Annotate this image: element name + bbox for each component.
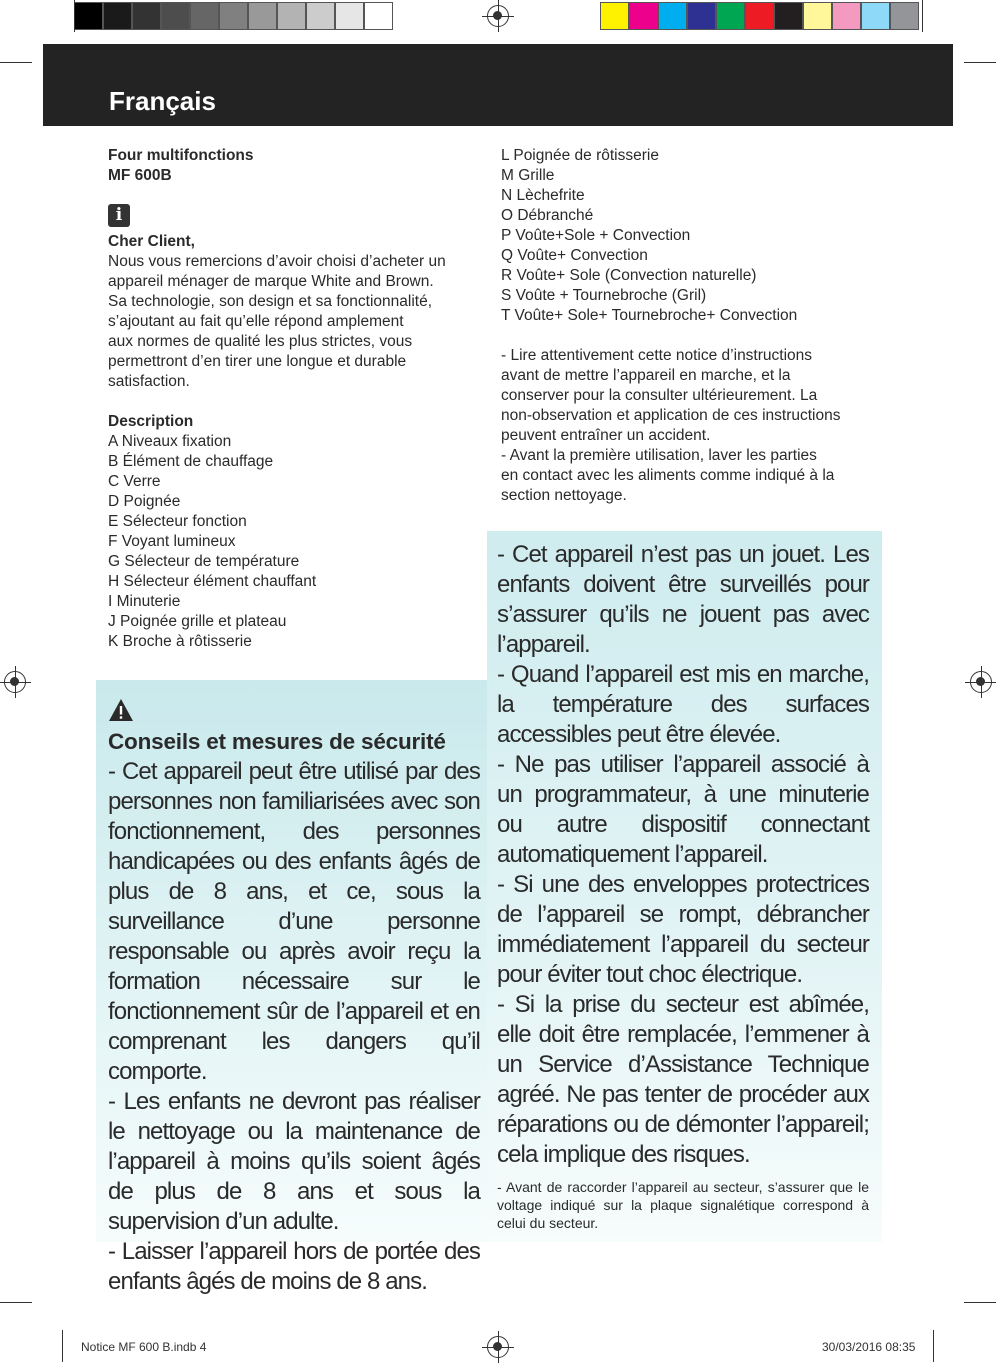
list-item: H Sélecteur élément chauffant [108,573,317,590]
crop-mark [933,1330,934,1362]
intro-line: s’ajoutant au fait qu’elle répond amplement [108,313,404,330]
safety-paragraph: - Les enfants ne devront pas réaliser le nettoyage ou la maintenance de l’appareil à moins qu’ils soient âgés de plus de 8 ans et sous la supervision d’un adulte. [108,1088,480,1235]
crop-mark [74,0,75,32]
list-item: A Niveaux fixation [108,433,232,450]
language-title: Français [109,86,216,116]
crop-mark [964,62,996,63]
description-list-continued [501,146,797,326]
notes-block [501,346,876,506]
list-item: D Poignée [108,493,181,510]
warning-icon [108,698,134,722]
product-block [108,146,254,186]
list-item: N Lèchefrite [501,187,585,204]
list-item: F Voyant lumineux [108,533,236,550]
safety-paragraph: - Cet appareil n’est pas un jouet. Les enfants doivent être surveillés pour s’assurer qu’ils ne jouent pas avec l’appareil. [497,541,869,658]
gray-color-bar [74,2,393,30]
swatch [658,2,687,30]
crop-mark [62,1330,63,1362]
safety-right-content [497,540,869,1232]
cmyk-color-bar [600,2,919,30]
swatch [629,2,658,30]
note-line: non-observation et application de ces instructions [501,407,841,424]
description-block [108,412,316,652]
list-item: R Voûte+ Sole (Convection naturelle) [501,267,757,284]
intro-line: satisfaction. [108,373,190,390]
voltage-note: - Avant de raccorder l’appareil au secteur, s’assurer que le voltage indiqué sur la plaque signalétique correspond à celui du secteur. [497,1179,869,1231]
swatch [803,2,832,30]
intro-line: appareil ménager de marque White and Brown. [108,273,434,290]
intro-line: permettront d’en tirer une longue et durable [108,353,407,370]
list-item: S Voûte + Tournebroche (Gril) [501,287,707,304]
list-item: C Verre [108,473,161,490]
registration-mark-icon [487,1336,509,1358]
swatch [248,2,277,30]
list-item: B Élément de chauffage [108,453,274,470]
safety-paragraph: - Si une des enveloppes protectrices de l’appareil se rompt, débrancher immédiatement l’appareil du secteur pour éviter tout choc électrique. [497,871,869,988]
list-item: Q Voûte+ Convection [501,247,648,264]
product-model: MF 600B [108,167,172,184]
list-item: E Sélecteur fonction [108,513,247,530]
safety-paragraph: - Quand l’appareil est mis en marche, la température des surfaces accessibles peut être élevée. [497,661,869,748]
swatch [600,2,629,30]
swatch [103,2,132,30]
intro-line: Nous vous remercions d’avoir choisi d’acheter un [108,253,446,270]
note-line: conserver pour la consulter ultérieurement. La [501,387,818,404]
safety-title: Conseils et mesures de sécurité [108,729,446,754]
swatch [687,2,716,30]
footer-datetime: 30/03/2016 08:35 [822,1340,916,1354]
crop-mark [0,1302,32,1303]
swatch [219,2,248,30]
list-item: L Poignée de rôtisserie [501,147,659,164]
list-item: O Débranché [501,207,594,224]
list-item: J Poignée grille et plateau [108,613,287,630]
note-line: en contact avec les aliments comme indiqué à la [501,467,835,484]
swatch [190,2,219,30]
registration-mark-icon [487,5,509,27]
note-line: - Lire attentivement cette notice d’instructions [501,347,813,364]
swatch [774,2,803,30]
intro-line: Sa technologie, son design et sa fonctionnalité, [108,293,433,310]
language-header [43,44,953,126]
note-line: avant de mettre l’appareil en marche, et la [501,367,791,384]
note-line: section nettoyage. [501,487,627,504]
safety-paragraph: - Cet appareil peut être utilisé par des personnes non familiarisées avec son fonctionnement, des personnes handicapées ou des enfants âgés de plus de 8 ans, et ce, sous la surveillance d’une personne responsable ou après avoir reçu la formation nécessaire sur le fonctionnement sûr de l’appareil et en comprenant les dangers qu’il comporte. [108,758,480,1085]
swatch [277,2,306,30]
note-line: - Avant la première utilisation, laver les parties [501,447,817,464]
swatch [161,2,190,30]
greeting: Cher Client, [108,233,195,250]
swatch [890,2,919,30]
intro-block [108,232,480,392]
safety-paragraph: - Ne pas utiliser l’appareil associé à un programmateur, à une minuterie ou autre dispositif connectant automatiquement l’appareil. [497,751,869,868]
crop-mark [964,1302,996,1303]
list-item: P Voûte+Sole + Convection [501,227,691,244]
list-item: G Sélecteur de température [108,553,300,570]
description-title: Description [108,413,194,430]
note-line: peuvent entraîner un accident. [501,427,711,444]
info-icon: i [108,204,130,227]
description-list [108,432,316,652]
safety-paragraph: - Laisser l’appareil hors de portée des enfants âgés de moins de 8 ans. [108,1238,480,1295]
swatch [306,2,335,30]
swatch [132,2,161,30]
intro-line: aux normes de qualité les plus strictes, vous [108,333,413,350]
registration-mark-icon [970,671,992,693]
list-item: I Minuterie [108,593,181,610]
registration-mark-icon [4,671,26,693]
list-item: T Voûte+ Sole+ Tournebroche+ Convection [501,307,798,324]
swatch [832,2,861,30]
swatch [745,2,774,30]
safety-paragraph: - Si la prise du secteur est abîmée, elle doit être remplacée, l’emmener à un Service d’Assistance Technique agréé. Ne pas tenter de procéder aux réparations ou de démonter l’appareil; cela implique des risques. [497,991,869,1168]
list-item: M Grille [501,167,555,184]
product-name: Four multifonctions [108,147,254,164]
crop-mark [0,62,32,63]
swatch [861,2,890,30]
footer-file: Notice MF 600 B.indb 4 [81,1340,207,1354]
swatch [716,2,745,30]
safety-left-content [108,727,480,1297]
swatch [364,2,393,30]
swatch [335,2,364,30]
list-item: K Broche à rôtisserie [108,633,252,650]
swatch [74,2,103,30]
crop-mark [922,0,923,32]
